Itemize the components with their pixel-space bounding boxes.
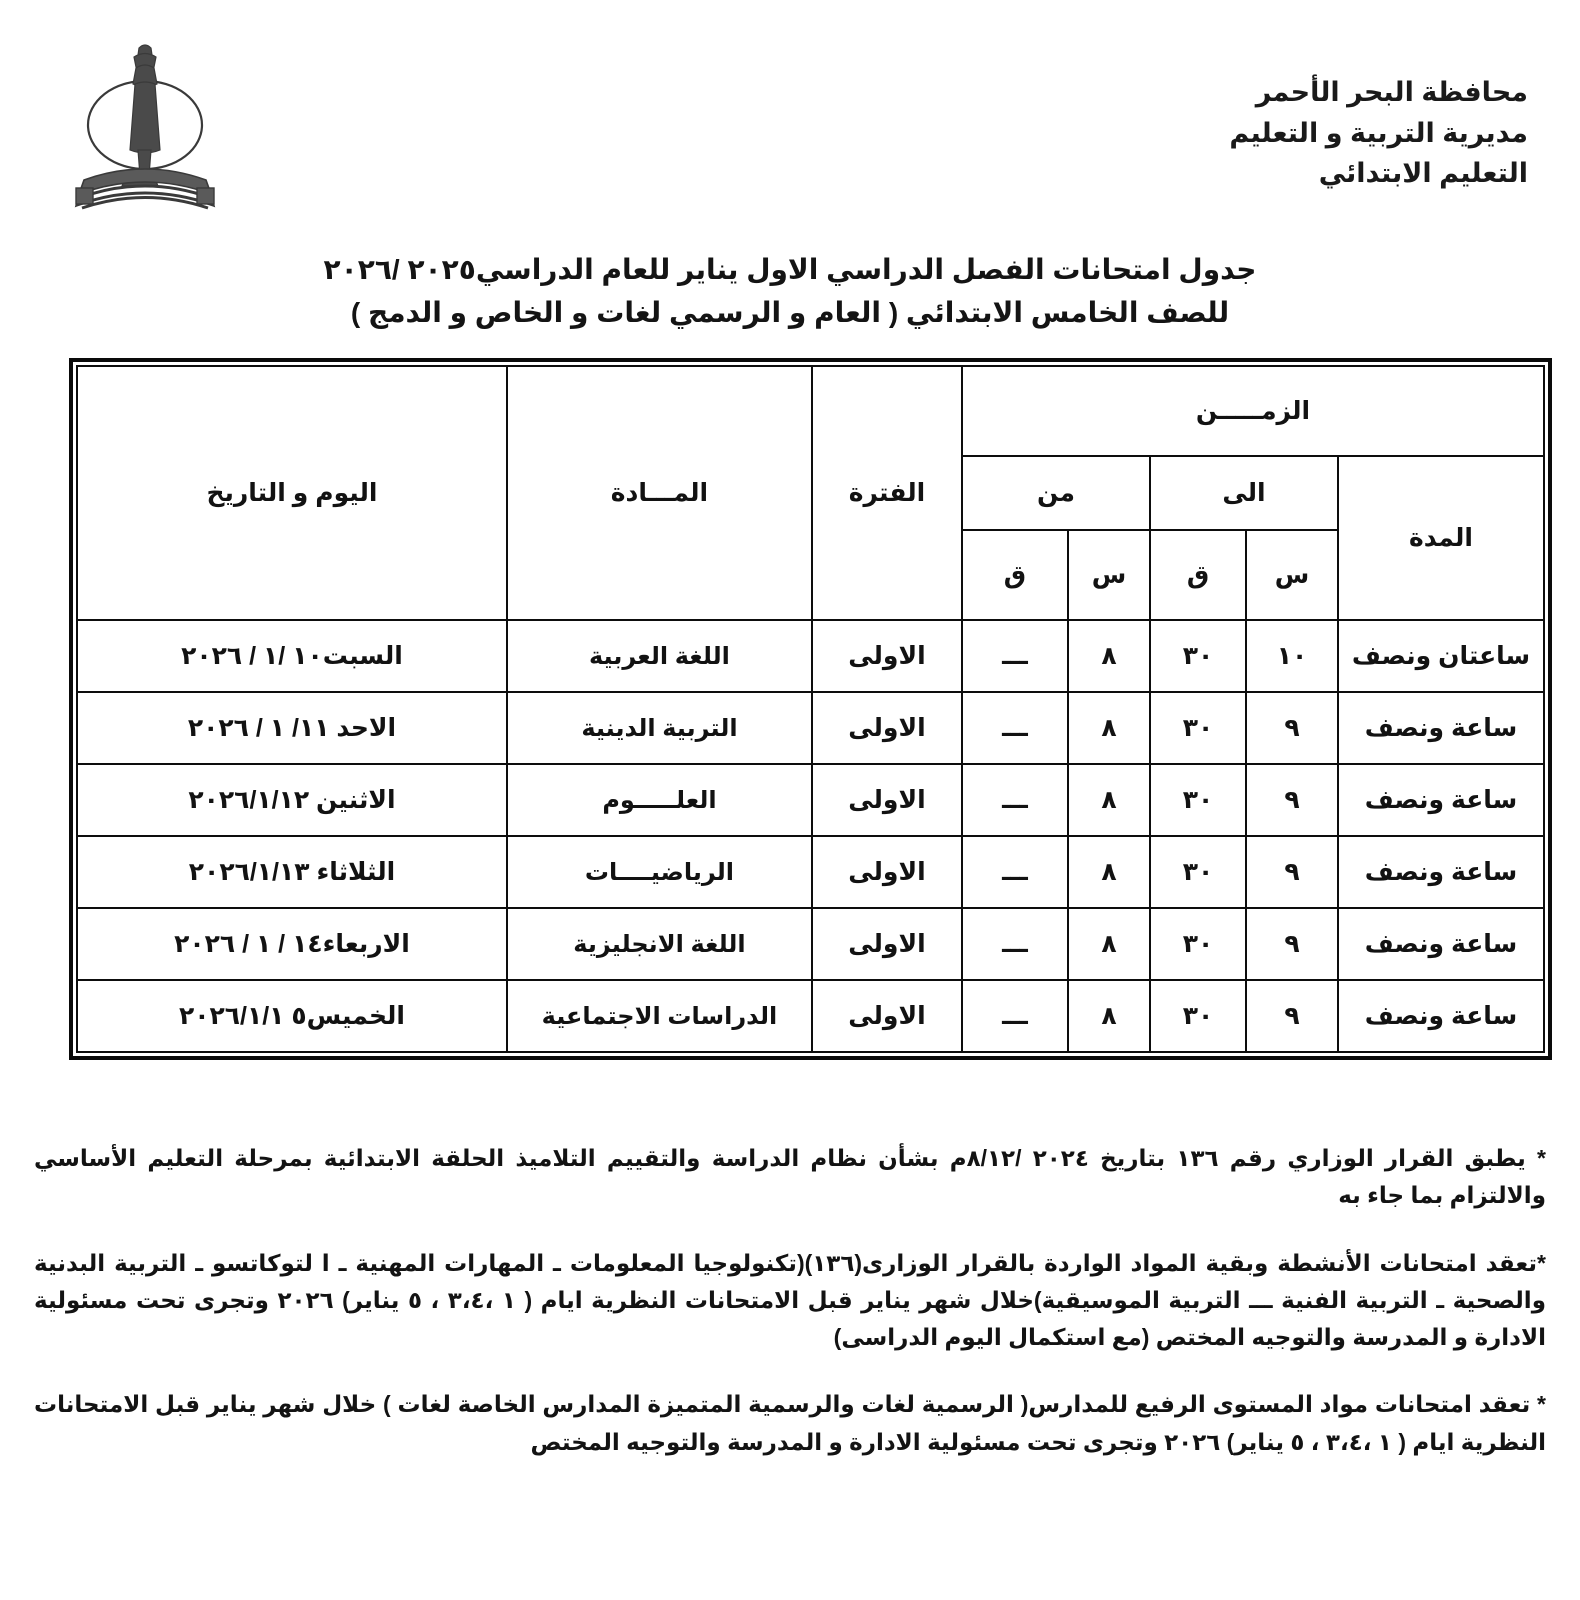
directorate-name: مديرية التربية و التعليم <box>1229 117 1528 148</box>
cell-period: الاولى <box>812 836 962 908</box>
cell-subject: اللغة العربية <box>507 620 812 692</box>
table-row <box>77 764 1544 836</box>
cell-duration: ساعة ونصف <box>1338 980 1544 1052</box>
header-from-minute: ق <box>962 530 1068 620</box>
cell-from-minute: ـــ <box>962 980 1068 1052</box>
table-row <box>77 692 1544 764</box>
title-line-1: جدول امتحانات الفصل الدراسي الاول يناير للعام الدراسي٢٠٢٥ /٢٠٢٦ <box>323 254 1257 285</box>
cell-day-date: الاربعاء١٤ / ١ / ٢٠٢٦ <box>77 908 507 980</box>
cell-day-date: الخميس٥ ٢٠٢٦/١/١ <box>77 980 507 1052</box>
cell-from-hour: ٨ <box>1068 620 1150 692</box>
cell-to-minute: ٣٠ <box>1150 836 1246 908</box>
cell-to-hour: ٩ <box>1246 692 1338 764</box>
footnote-high-level-subjects: * تعقد امتحانات مواد المستوى الرفيع للمدارس( الرسمية لغات والرسمية المتميزة المدارس الخاصة لغات ) خلال شهر يناير قبل الامتحانات النظرية ايام ( ١ ،٣،٤ ، ٥ يناير) ٢٠٢٦ وتجرى تحت مسئولية الادارة و المدرسة والتوجيه المختص <box>34 1391 1546 1455</box>
department-name: التعليم الابتدائي <box>1318 158 1528 188</box>
header-duration: المدة <box>1338 456 1544 620</box>
cell-to-minute: ٣٠ <box>1150 980 1246 1052</box>
document-header <box>40 28 1540 228</box>
cell-to-hour: ٩ <box>1246 764 1338 836</box>
header-to-group: الى <box>1150 456 1338 530</box>
cell-subject: العلـــــوم <box>507 764 812 836</box>
cell-from-hour: ٨ <box>1068 908 1150 980</box>
cell-duration: ساعة ونصف <box>1338 836 1544 908</box>
cell-from-hour: ٨ <box>1068 692 1150 764</box>
cell-period: الاولى <box>812 692 962 764</box>
cell-subject: الرياضيــــات <box>507 836 812 908</box>
cell-period: الاولى <box>812 620 962 692</box>
table-row <box>77 836 1544 908</box>
title-line-2: للصف الخامس الابتدائي ( العام و الرسمي لغات و الخاص و الدمج ) <box>350 297 1230 329</box>
cell-to-hour: ١٠ <box>1246 620 1338 692</box>
cell-from-hour: ٨ <box>1068 836 1150 908</box>
table-header <box>77 366 1544 620</box>
cell-day-date: الاحد ١١/ ١ / ٢٠٢٦ <box>77 692 507 764</box>
cell-duration: ساعتان ونصف <box>1338 620 1544 692</box>
ministry-of-education-emblem-icon <box>70 30 220 215</box>
header-to-minute: ق <box>1150 530 1246 620</box>
cell-duration: ساعة ونصف <box>1338 764 1544 836</box>
footnote-ministerial-decree: * يطبق القرار الوزاري رقم ١٣٦ بتاريخ ٢٠٢٤ /٨/١٢م بشأن نظام الدراسة والتقييم التلاميذ الحلقة الابتدائية بمرحلة التعليم الأساسي والالتزام بما جاء به <box>34 1145 1546 1209</box>
header-row-1 <box>77 366 1544 456</box>
cell-day-date: الاثنين ٢٠٢٦/١/١٢ <box>77 764 507 836</box>
cell-day-date: الثلاثاء ٢٠٢٦/١/١٣ <box>77 836 507 908</box>
table-outer-frame <box>69 358 1552 1060</box>
table-row <box>77 908 1544 980</box>
cell-subject: اللغة الانجليزية <box>507 908 812 980</box>
cell-to-minute: ٣٠ <box>1150 620 1246 692</box>
cell-duration: ساعة ونصف <box>1338 908 1544 980</box>
cell-from-minute: ـــ <box>962 620 1068 692</box>
table-row <box>77 980 1544 1052</box>
cell-from-minute: ـــ <box>962 764 1068 836</box>
cell-from-minute: ـــ <box>962 908 1068 980</box>
header-period: الفترة <box>812 366 962 620</box>
cell-period: الاولى <box>812 908 962 980</box>
cell-from-hour: ٨ <box>1068 980 1150 1052</box>
cell-from-minute: ـــ <box>962 692 1068 764</box>
cell-period: الاولى <box>812 980 962 1052</box>
header-time-group: الزمـــــن <box>962 366 1544 456</box>
header-from-hour: س <box>1068 530 1150 620</box>
cell-from-minute: ـــ <box>962 836 1068 908</box>
cell-subject: التربية الدينية <box>507 692 812 764</box>
cell-to-hour: ٩ <box>1246 836 1338 908</box>
cell-to-minute: ٣٠ <box>1150 764 1246 836</box>
cell-to-minute: ٣٠ <box>1150 692 1246 764</box>
header-from-group: من <box>962 456 1150 530</box>
cell-day-date: السبت١٠ /١ / ٢٠٢٦ <box>77 620 507 692</box>
header-subject: المـــادة <box>507 366 812 620</box>
footnotes-section <box>34 1140 1546 1461</box>
cell-to-minute: ٣٠ <box>1150 908 1246 980</box>
organization-block <box>1229 72 1528 194</box>
cell-subject: الدراسات الاجتماعية <box>507 980 812 1052</box>
exam-schedule-table <box>76 365 1545 1053</box>
header-to-hour: س <box>1246 530 1338 620</box>
exam-schedule-table-container <box>69 358 1552 1060</box>
header-day-date: اليوم و التاريخ <box>77 366 507 620</box>
cell-to-hour: ٩ <box>1246 908 1338 980</box>
table-body <box>77 620 1544 1052</box>
governorate-name: محافظة البحر الأحمر <box>1255 77 1528 107</box>
footnote-activities-exams: *تعقد امتحانات الأنشطة وبقية المواد الواردة بالقرار الوزارى(١٣٦)(تكنولوجيا المعلومات ـ المهارات المهنية ـ ا لتوكاتسو ـ التربية البدنية والصحية ـ التربية الفنية ـــ التربية الموسيقية)خلال شهر يناير قبل الامتحانات النظرية ايام ( ١ ،٣،٤ ، ٥ يناير) ٢٠٢٦ وتجرى تحت مسئولية الادارة و المدرسة والتوجيه المختص (مع استكمال اليوم الدراسى) <box>34 1249 1546 1350</box>
cell-duration: ساعة ونصف <box>1338 692 1544 764</box>
page-title <box>40 248 1540 335</box>
table-row <box>77 620 1544 692</box>
cell-from-hour: ٨ <box>1068 764 1150 836</box>
cell-period: الاولى <box>812 764 962 836</box>
cell-to-hour: ٩ <box>1246 980 1338 1052</box>
